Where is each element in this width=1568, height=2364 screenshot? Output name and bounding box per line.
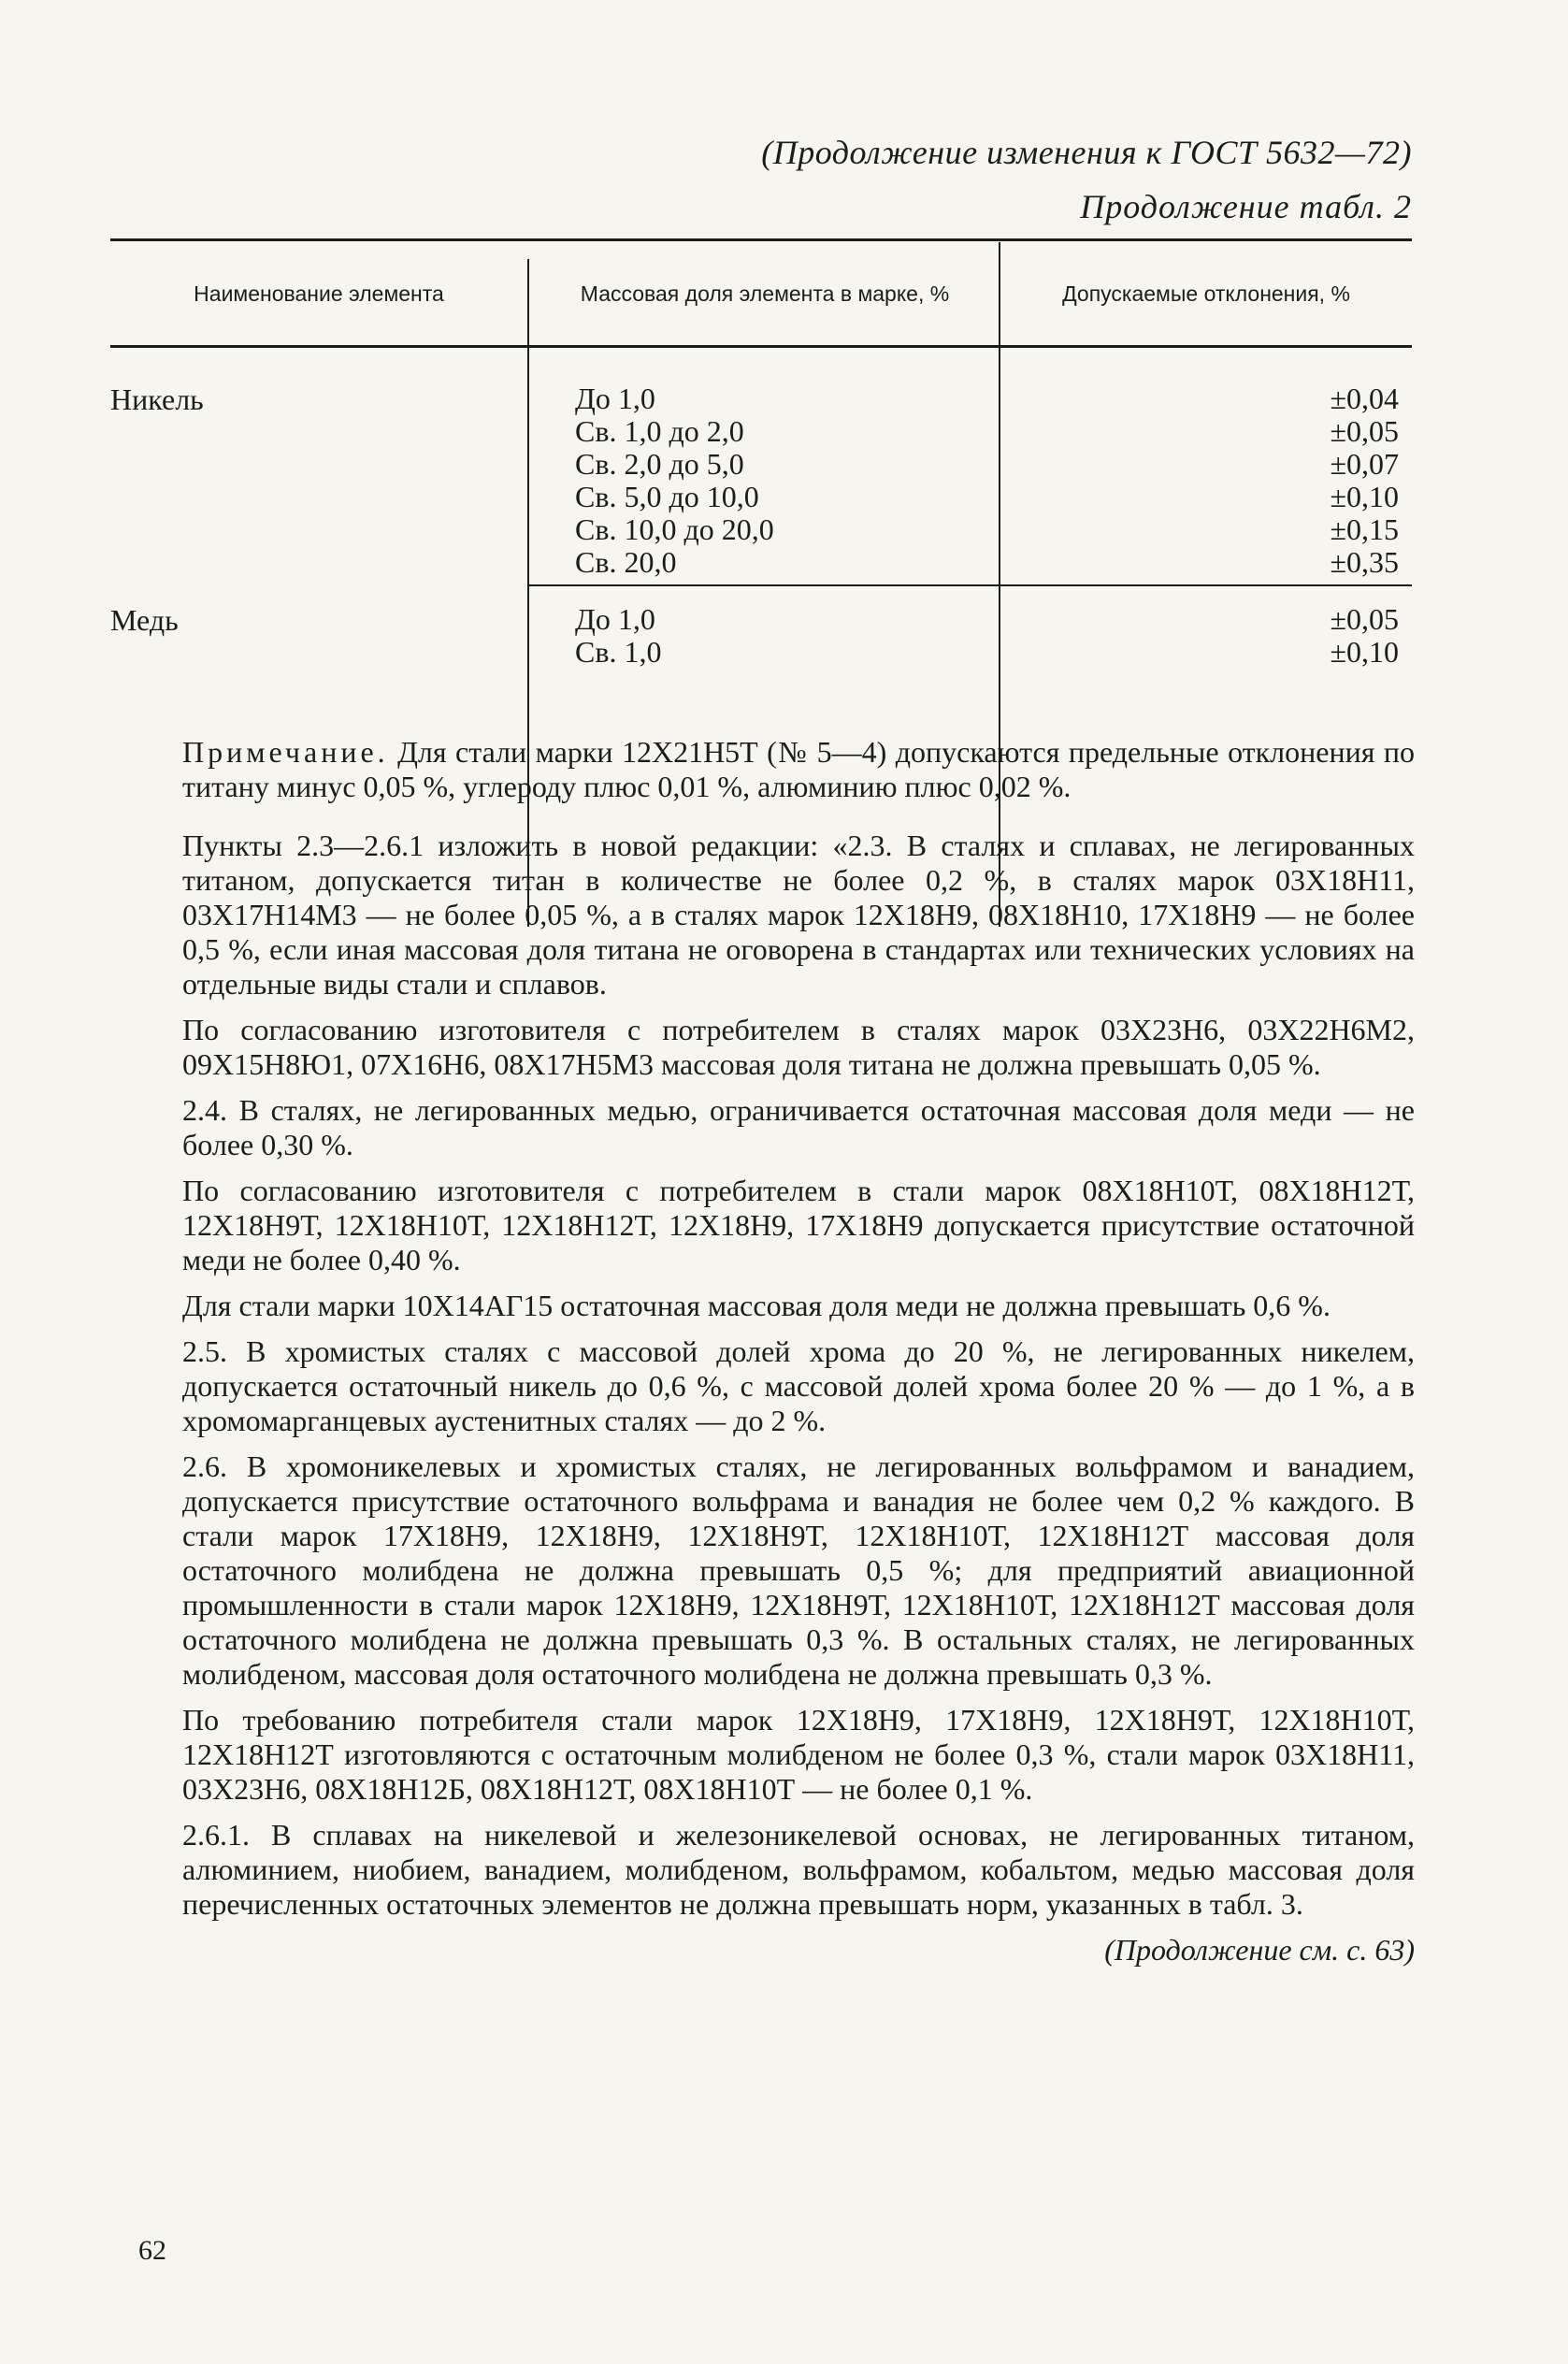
page-number: 62 (138, 2235, 166, 2266)
table-cell: ±0,05 (1330, 414, 1399, 448)
paragraph: По согласованию изготовителя с потребителем в стали марок 08Х18Н10Т, 08Х18Н12Т, 12Х18Н9Т, 12Х18Н10Т, 12Х18Н12Т, 12Х18Н9, 17Х18Н9 допускается присутствие остаточной меди не более 0,40 %. (182, 1174, 1415, 1276)
paragraph: 2.5. В хромистых сталях с массовой долей хрома до 20 %, не легированных никелем, допускается остаточный никель до 0,6 %, с массовой долей хрома более 20 % — до 1 %, а в хромомарганцевых аустенитных сталях — до 2 %. (182, 1334, 1415, 1437)
column-header-mass-fraction: Массовая доля элемента в марке, % (580, 281, 950, 306)
table-cell: Св. 5,0 до 10,0 (575, 480, 759, 513)
table-note (182, 735, 1415, 804)
table-cell: До 1,0 (575, 382, 655, 415)
document-body (182, 735, 1415, 1979)
column-header-deviations: Допускаемые отклонения, % (1062, 281, 1350, 306)
table-cell: ±0,04 (1330, 382, 1399, 415)
paragraph: Для стали марки 10Х14АГ15 остаточная массовая доля меди не должна превышать 0,6 %. (182, 1289, 1331, 1322)
table-cell: Св. 1,0 до 2,0 (575, 414, 744, 448)
paragraph: По согласованию изготовителя с потребителем в сталях марок 03Х23Н6, 03Х22Н6М2, 09Х15Н8Ю1, 07Х16Н6, 08Х17Н5М3 массовая доля титана не должна превышать 0,05 %. (182, 1013, 1415, 1081)
paragraph: 2.6. В хромоникелевых и хромистых сталях, не легированных вольфрамом и ванадием, допускается присутствие остаточного вольфрама и ванадия не более чем 0,2 % каждого. В стали марок 17Х18Н9, 12Х18Н9, 12Х18Н9Т, 12Х18Н10Т, 12Х18Н12Т массовая доля остаточного молибдена не должна превышать 0,5 %; для предприятий авиационной промышленности в стали марок 12Х18Н9, 12Х18Н9Т, 12Х18Н10Т, 12Х18Н12Т массовая доля остаточного молибдена не должна превышать 0,3 %. В остальных сталях, не легированных молибденом, массовая доля остаточного молибдена не должна превышать 0,3 %. (182, 1449, 1415, 1691)
table-cell: До 1,0 (575, 602, 655, 636)
nickel-mass-fractions (575, 382, 774, 579)
paragraph: 2.4. В сталях, не легированных медью, ограничивается остаточная массовая доля меди — не более 0,30 %. (182, 1093, 1415, 1161)
table-cell: Св. 2,0 до 5,0 (575, 447, 744, 481)
table-cell: ±0,05 (1330, 602, 1399, 636)
paragraph: 2.6.1. В сплавах на никелевой и железоникелевой основах, не легированных титаном, алюминием, ниобием, ванадием, молибденом, вольфрамом, кобальтом, медью массовая доля перечисленных остаточных элементов не должна превышать норм, указанных в табл. 3. (182, 1818, 1415, 1921)
continued-on-next-page: (Продолжение см. с. 63) (1104, 1933, 1415, 1967)
nickel-deviations (1330, 382, 1399, 579)
copper-deviations (1330, 603, 1399, 669)
table-cell: ±0,10 (1330, 635, 1399, 669)
row-element-copper: Медь (110, 603, 179, 637)
table-cell: ±0,35 (1330, 545, 1399, 579)
note-label: Примечание. (182, 735, 389, 769)
continuation-header: (Продолжение изменения к ГОСТ 5632—72) (761, 134, 1412, 171)
table-header-rule (110, 345, 1412, 348)
table-cell: Св. 20,0 (575, 545, 677, 579)
paragraph: По требованию потребителя стали марок 12Х18Н9, 17Х18Н9, 12Х18Н9Т, 12Х18Н10Т, 12Х18Н12Т изготовляются с остаточным молибденом не более 0,3 %, стали марок 03Х18Н11, 03Х23Н6, 08Х18Н12Б, 08Х18Н12Т, 08Х18Н10Т — не более 0,1 %. (182, 1703, 1415, 1806)
table-cell: ±0,10 (1330, 480, 1399, 513)
column-header-element: Наименование элемента (194, 281, 444, 306)
copper-mass-fractions (575, 603, 661, 669)
paragraph: Пункты 2.3—2.6.1 изложить в новой редакции: «2.3. В сталях и сплавах, не легированных титаном, допускается титан в количестве не более 0,2 %, в сталях марок 03Х18Н11, 03Х17Н14М3 — не более 0,05 %, а в сталях марок 12Х18Н9, 08Х18Н10, 17Х18Н9 — не более 0,5 %, если иная массовая доля титана не оговорена в стандартах или технических условиях на отдельные виды стали и сплавов. (182, 829, 1415, 1001)
row-divider (527, 584, 1412, 586)
table-cell: Св. 1,0 (575, 635, 662, 669)
note-text: Для стали марки 12Х21Н5Т (№ 5—4) допускаются предельные отклонения по титану минус 0,05 %, углероду плюс 0,01 %, алюминию плюс 0,02 %. (182, 735, 1415, 803)
table-cell: Св. 10,0 до 20,0 (575, 512, 774, 546)
row-element-nickel: Никель (110, 382, 204, 416)
table-cell: ±0,07 (1330, 447, 1399, 481)
table-cell: ±0,15 (1330, 512, 1399, 546)
table-top-rule (110, 238, 1412, 241)
table-continuation-label: Продолжение табл. 2 (1080, 188, 1412, 225)
